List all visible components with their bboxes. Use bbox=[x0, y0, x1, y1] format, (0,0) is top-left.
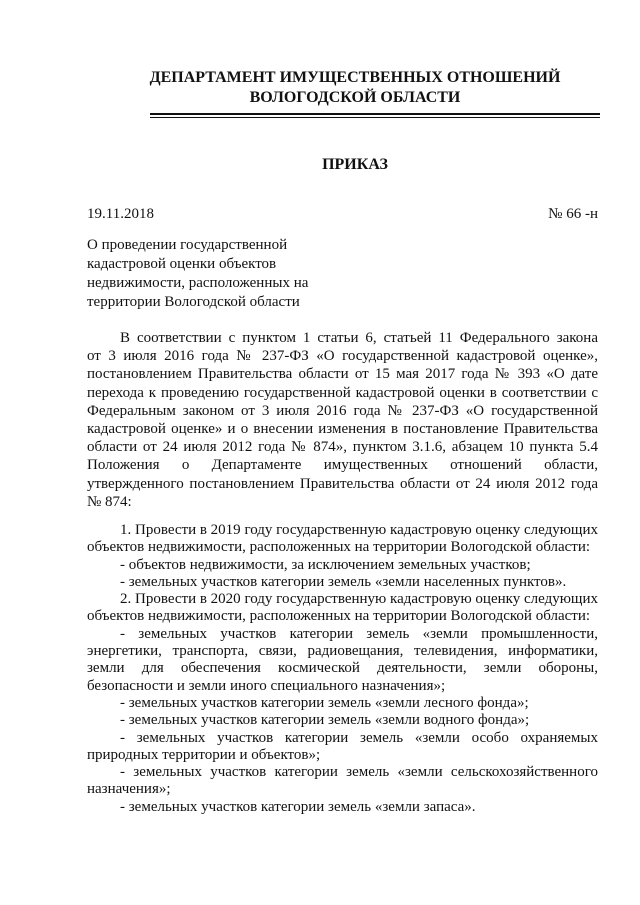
item-line: - объектов недвижимости, за исключением земельных участков; bbox=[120, 556, 531, 573]
preamble-line: № 874: bbox=[87, 493, 132, 510]
item-line: объектов недвижимости, расположенных на территории Вологодской области: bbox=[87, 608, 591, 625]
item-line: - земельных участков категории земель «земли сельскохозяйственного bbox=[120, 764, 598, 781]
document-number: № 66 -н bbox=[548, 206, 598, 222]
header-rule bbox=[150, 113, 600, 115]
item-line: назначения»; bbox=[87, 781, 171, 798]
item-line: безопасности и земли иного специального назначения»; bbox=[87, 677, 446, 694]
item-line: 2. Провести в 2020 году государственную кадастровую оценку следующих bbox=[120, 591, 598, 608]
subject-line: О проведении государственной bbox=[87, 237, 288, 253]
item-line: объектов недвижимости, расположенных на территории Вологодской области: bbox=[87, 539, 591, 556]
order-items bbox=[87, 522, 598, 816]
item-line: энергетики, транспорта, связи, радиовещания, телевидения, информатики, bbox=[87, 643, 598, 660]
item-line: - земельных участков категории земель «земли водного фонда»; bbox=[120, 712, 530, 729]
preamble-line: кадастровой оценке» и о внесении изменения в постановление Правительства bbox=[87, 420, 598, 437]
preamble-line: от 3 июля 2016 года № 237-ФЗ «О государственной кадастровой оценке», bbox=[87, 348, 598, 365]
preamble-line: утвержденного постановлением Правительства области от 24 июля 2012 года bbox=[87, 475, 598, 492]
item-line: - земельных участков категории земель «земли запаса». bbox=[120, 798, 476, 815]
subject-line: недвижимости, расположенных на bbox=[87, 275, 309, 291]
item-line: земли для обеспечения космической деятельности, земли обороны, bbox=[87, 660, 598, 677]
department-name-line1: ДЕПАРТАМЕНТ ИМУЩЕСТВЕННЫХ ОТНОШЕНИЙ bbox=[149, 69, 561, 86]
subject-line: кадастровой оценки объектов bbox=[87, 256, 277, 272]
subject-line: территории Вологодской области bbox=[87, 294, 300, 310]
item-line: - земельных участков категории земель «земли особо охраняемых bbox=[120, 729, 598, 746]
item-line: - земельных участков категории земель «земли населенных пунктов». bbox=[120, 573, 567, 590]
item-line: природных территории и объектов»; bbox=[87, 746, 321, 763]
preamble bbox=[87, 329, 598, 511]
preamble-line: В соответствии с пунктом 1 статьи 6, статьей 11 Федерального закона bbox=[120, 330, 598, 346]
document-subject bbox=[87, 236, 387, 312]
preamble-line: постановлением Правительства области от 15 мая 2017 года № 393 «О дате bbox=[87, 366, 598, 383]
preamble-line: области от 24 июля 2012 года № 874», пунктом 3.1.6, абзацем 10 пункта 5.4 bbox=[87, 439, 598, 456]
document-type: ПРИКАЗ bbox=[322, 156, 388, 173]
item-line: 1. Провести в 2019 году государственную кадастровую оценку следующих bbox=[120, 522, 598, 538]
item-line: - земельных участков категории земель «земли промышленности, bbox=[120, 625, 598, 642]
header-rule-thin bbox=[150, 117, 600, 118]
item-line: - земельных участков категории земель «земли лесного фонда»; bbox=[120, 694, 529, 711]
document-date: 19.11.2018 bbox=[87, 206, 154, 222]
department-name-line2: ВОЛОГОДСКОЙ ОБЛАСТИ bbox=[249, 89, 461, 106]
preamble-line: Положения о Департаменте имущественных отношений области, bbox=[87, 457, 598, 474]
preamble-line: Федеральным законом от 3 июля 2016 года № 237-ФЗ «О государственной bbox=[87, 402, 598, 419]
preamble-line: перехода к проведению государственной кадастровой оценки в соответствии с bbox=[87, 384, 598, 401]
